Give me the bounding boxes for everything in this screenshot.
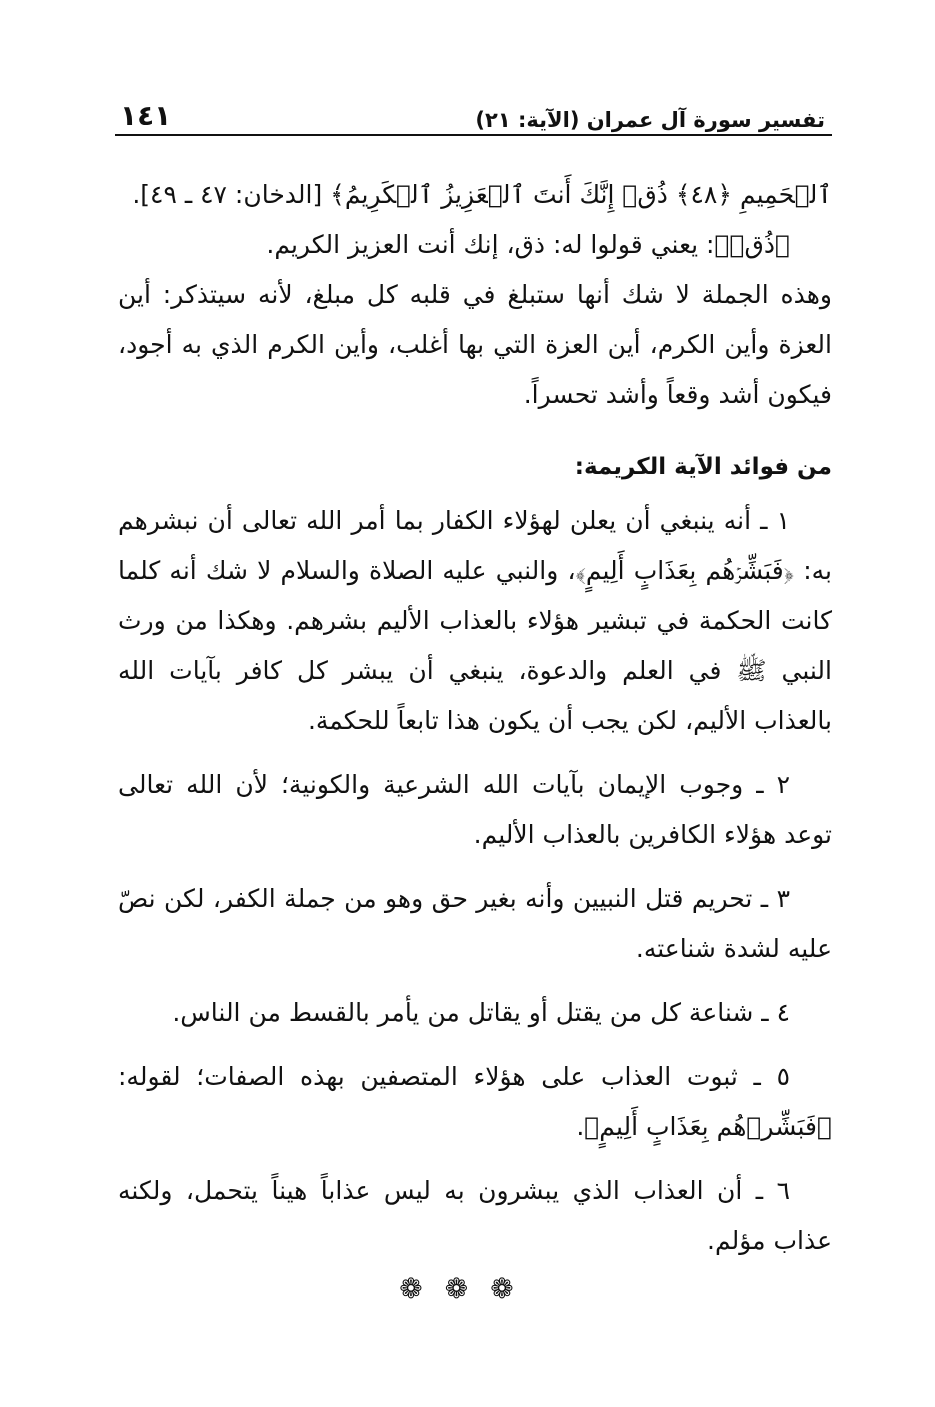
header-divider (115, 134, 832, 136)
section-end-ornament: ❁❁❁ (399, 1272, 536, 1305)
page-header (120, 92, 825, 132)
page-number: ١٤١ (120, 99, 172, 132)
benefit-item: ٤ ـ شناعة كل من يقتل أو يقاتل من يأمر بالقسط من الناس. (172, 998, 790, 1027)
benefit-item: ٣ ـ تحريم قتل النبيين وأنه بغير حق وهو من جملة الكفر، لكن نصّ عليه لشدة شناعته. (118, 884, 832, 963)
benefit-item: ١ ـ أنه ينبغي أن يعلن لهؤلاء الكفار بما أمر الله تعالى أن نبشرهم به: ﴿فَبَشِّرۡهُم بِعَذَابٍ أَلِيمٍ﴾، والنبي عليه الصلاة والسلام لا شك أنه كلما كانت الحكمة في تبشير هؤلاء بالعذاب الأليم بشرهم. وهكذا من ورث النبي ﷺ في العلم والدعوة، ينبغي أن يبشر كل كافر بآيات الله بالعذاب الأليم، لكن يجب أن يكون هذا تابعاً للحكمة. (118, 506, 832, 735)
verse-continuation: ٱلۡحَمِيمِ ﴿٤٨﴾ ذُقۡ إِنَّكَ أَنتَ ٱلۡعَزِيزُ ٱلۡكَرِيمُ﴾ [الدخان: ٤٧ ـ ٤٩]. (132, 180, 832, 209)
benefit-item: ٢ ـ وجوب الإيمان بآيات الله الشرعية والكونية؛ لأن الله تعالى توعد هؤلاء الكافرين بالعذاب الأليم. (118, 770, 832, 849)
section-heading: من فوائد الآية الكريمة: (574, 454, 832, 480)
explanation-paragraph: ﴿ذُقۡ﴾: يعني قولوا له: ذق، إنك أنت العزيز الكريم. (266, 230, 790, 259)
benefit-item: ٦ ـ أن العذاب الذي يبشرون به ليس عذاباً هيناً يتحمل، ولكنه عذاب مؤلم. (118, 1176, 832, 1255)
running-title: تفسير سورة آل عمران (الآية: ٢١) (475, 108, 825, 132)
commentary-paragraph: وهذه الجملة لا شك أنها ستبلغ في قلبه كل مبلغ، لأنه سيتذكر: أين العزة وأين الكرم، أين العزة التي بها أغلب، وأين الكرم الذي به أجود، فيكون أشد وقعاً وأشد تحسراً. (118, 280, 832, 409)
benefit-item: ٥ ـ ثبوت العذاب على هؤلاء المتصفين بهذه الصفات؛ لقوله: ﴿فَبَشِّرۡهُم بِعَذَابٍ أَلِيمٍ﴾. (118, 1062, 832, 1141)
page-body (118, 170, 832, 1266)
